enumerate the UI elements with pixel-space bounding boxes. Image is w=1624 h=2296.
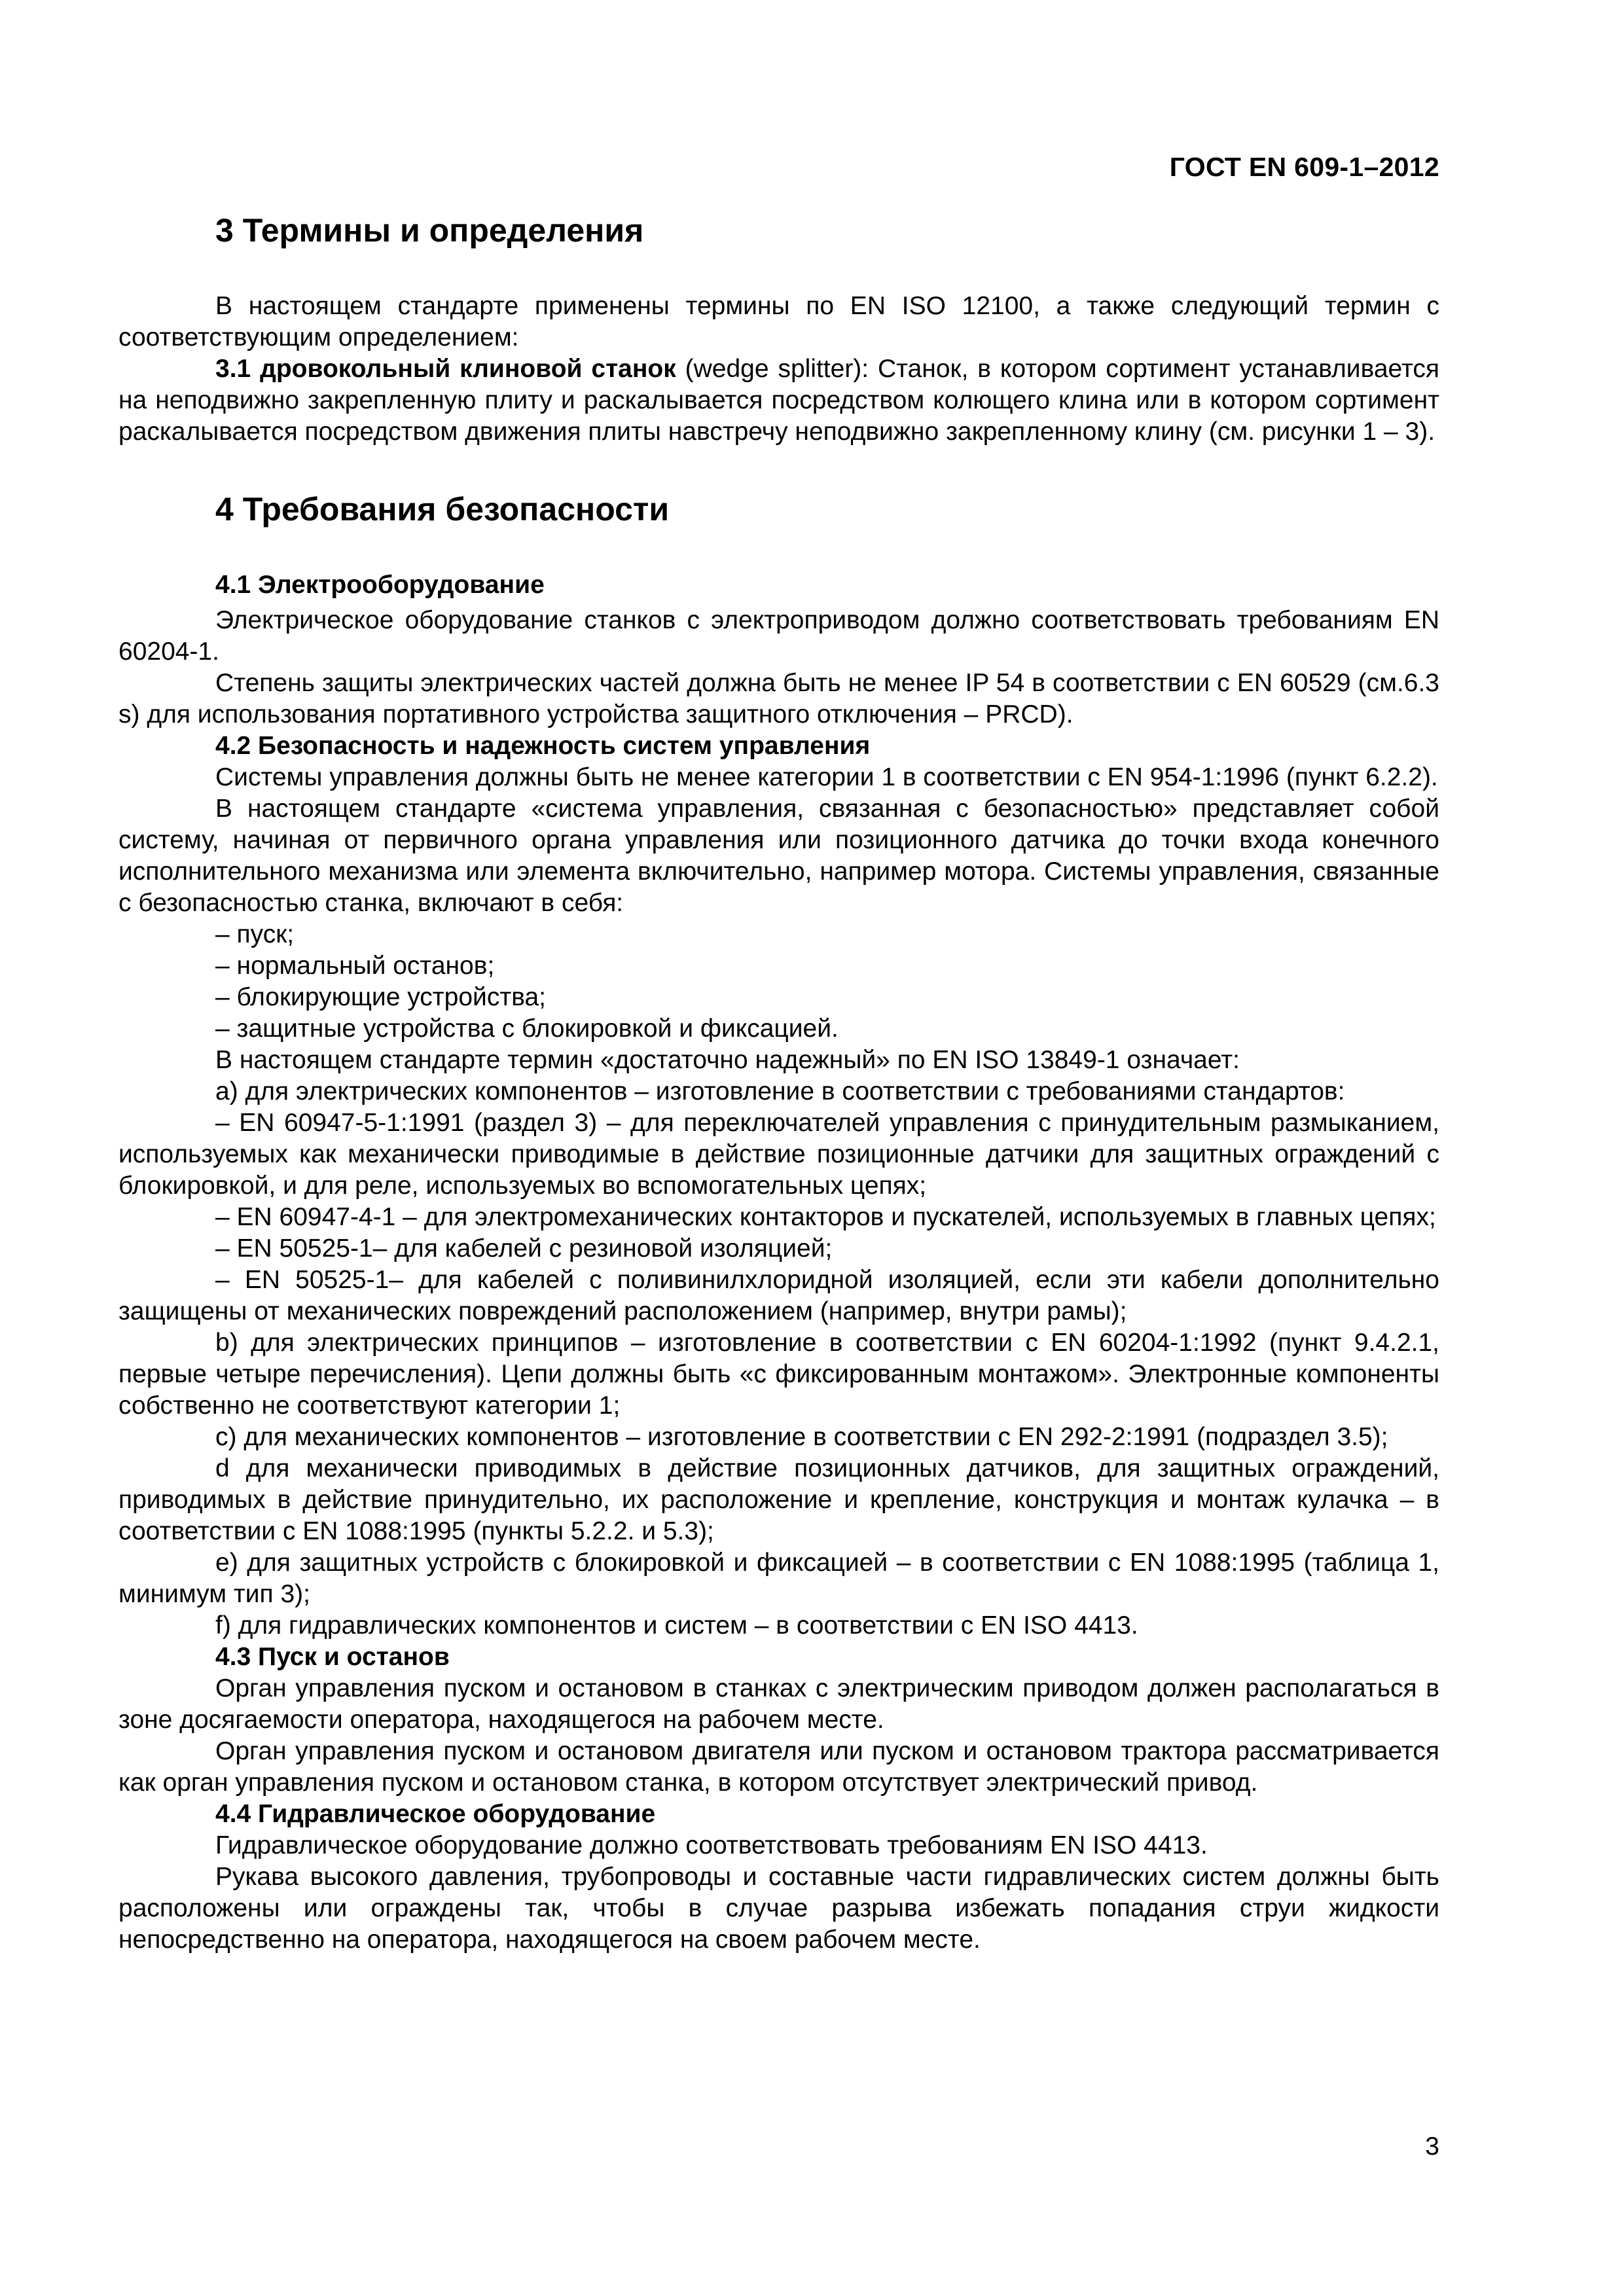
section-3-title: 3 Термины и определения <box>215 212 644 249</box>
paragraph: В настоящем стандарте «система управления, связанная с безопасностью» представляет собой систему, начиная от первичного органа управления или позиционного датчика до точки входа конечного исполнительного механизма или элемента включительно, например мотора. Системы управления, связанные с безопасностью станка, включают в себя: <box>118 795 1439 917</box>
paragraph: В настоящем стандарте термин «достаточно надежный» по EN ISO 13849-1 означает: <box>215 1046 1240 1074</box>
term-3-1-definition: (wedge splitter): Станок, в котором сортимент устанавливается на неподвижно закрепленную плиту и раскалывается посредством колющего клина или в котором сортимент раскалывается посредством движения плиты навстречу неподвижно закрепленному клину (см. рисунки 1 – 3). <box>118 355 1439 446</box>
list-item: – нормальный останов; <box>215 952 495 980</box>
list-item: – пуск; <box>215 920 295 948</box>
enum-item-b: b) для электрических принципов – изготовление в соответствии с EN 60204-1:1992 (пункт 9.4.2.1, первые четыре перечисления). Цепи должны быть «с фиксированным монтажом». Электронные компоненты собственно не соответствуют категории 1; <box>118 1329 1439 1420</box>
paragraph: Степень защиты электрических частей должна быть не менее IP 54 в соответствии с EN 60529 (см.6.3 s) для использования портативного устройства защитного отключения – PRCD). <box>118 669 1439 728</box>
list-item: – защитные устройства с блокировкой и фиксацией. <box>215 1014 839 1043</box>
enum-item-e: е) для защитных устройств с блокировкой и фиксацией – в соответствии с EN 1088:1995 (таблица 1, минимум тип 3); <box>118 1549 1439 1608</box>
enum-subitem: – EN 60947-5-1:1991 (раздел 3) – для переключателей управления с принудительным размыканием, используемых как механически приводимые в действие позиционные датчики для защитных ограждений с блокировкой, и для реле, используемых во вспомогательных цепях; <box>118 1109 1439 1200</box>
page-number: 3 <box>1425 2132 1439 2161</box>
paragraph: Орган управления пуском и остановом двигателя или пуском и остановом трактора рассматривается как орган управления пуском и остановом станка, в котором отсутствует электрический привод. <box>118 1737 1439 1797</box>
enum-subitem: – EN 60947-4-1 – для электромеханических контакторов и пускателей, используемых в главных цепях; <box>215 1203 1436 1231</box>
enum-item-f: f) для гидравлических компонентов и систем – в соответствии с EN ISO 4413. <box>215 1611 1138 1640</box>
enum-item-c: c) для механических компонентов – изготовление в соответствии с EN 292-2:1991 (подраздел 3.5); <box>215 1423 1388 1451</box>
subsection-4-2-title: 4.2 Безопасность и надежность систем управления <box>215 732 871 760</box>
list-item: – блокирующие устройства; <box>215 983 547 1011</box>
subsection-4-4-title: 4.4 Гидравлическое оборудование <box>215 1800 656 1828</box>
enum-item-d: d для механически приводимых в действие позиционных датчиков, для защитных ограждений, приводимых в действие принудительно, их расположение и крепление, конструкция и монтаж кулачка – в соответствии с EN 1088:1995 (пункты 5.2.2. и 5.3); <box>118 1454 1439 1545</box>
paragraph: Орган управления пуском и остановом в станках с электрическим приводом должен располагаться в зоне досягаемости оператора, находящегося на рабочем месте. <box>118 1674 1439 1734</box>
paragraph: Электрическое оборудование станков с электроприводом должно соответствовать требованиям EN 60204-1. <box>118 606 1439 666</box>
paragraph: Гидравлическое оборудование должно соответствовать требованиям EN ISO 4413. <box>215 1831 1208 1859</box>
paragraph: Рукава высокого давления, трубопроводы и составные части гидравлических систем должны быть расположены или ограждены так, чтобы в случае разрыва избежать попадания струи жидкости непосредственно на оператора, находящегося на своем рабочем месте. <box>118 1863 1439 1954</box>
enum-item-a: а) для электрических компонентов – изготовление в соответствии с требованиями стандартов: <box>215 1077 1345 1105</box>
section-3-intro: В настоящем стандарте применены термины по EN ISO 12100, а также следующий термин с соответствующим определением: <box>118 292 1439 351</box>
term-3-1-name: 3.1 дровокольный клиновой станок <box>215 355 676 383</box>
subsection-4-3-title: 4.3 Пуск и останов <box>215 1643 450 1671</box>
subsection-4-1-title: 4.1 Электрооборудование <box>215 571 545 599</box>
section-4-title: 4 Требования безопасности <box>215 491 670 528</box>
page-content <box>118 209 1439 1956</box>
document-code: ГОСТ EN 609-1–2012 <box>1169 152 1439 182</box>
enum-subitem: – EN 50525-1– для кабелей с поливинилхлоридной изоляцией, если эти кабели дополнительно защищены от механических повреждений расположением (например, внутри рамы); <box>118 1266 1439 1325</box>
enum-subitem: – EN 50525-1– для кабелей с резиновой изоляцией; <box>215 1234 833 1263</box>
term-3-1 <box>118 353 1439 448</box>
paragraph: Системы управления должны быть не менее категории 1 в соответствии с EN 954-1:1996 (пункт 6.2.2). <box>215 763 1438 791</box>
